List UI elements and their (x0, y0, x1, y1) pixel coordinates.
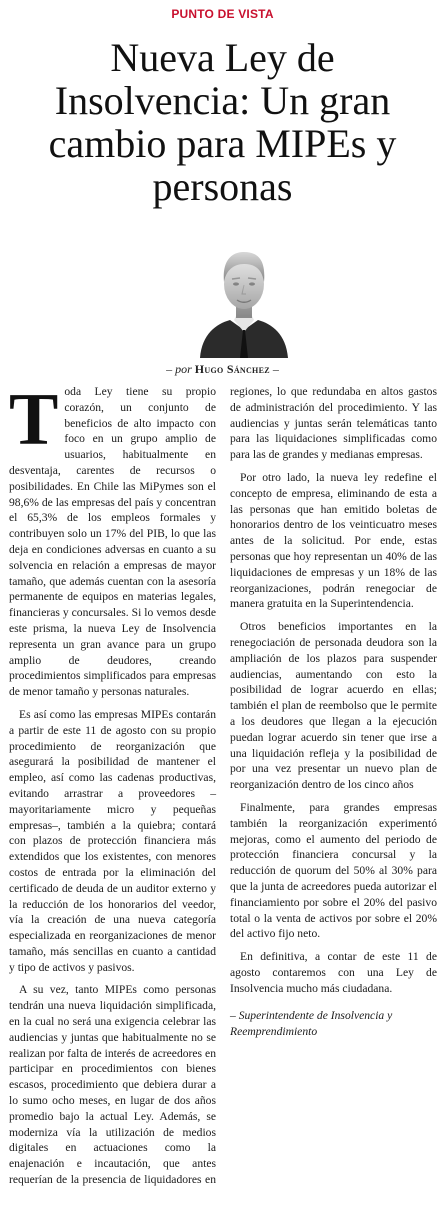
article-paragraph: Por otro lado, la nueva ley redefine el concepto de empresa, eliminando de esta a las personas que han emitido boletas de honorarios dentro de los veinticuatro meses antes de la solicitud. Por ende, estas personas que hoy representan un 40% de las liquidaciones de empresas y un 18% de las reorganizaciones, podrán renegociar de manera gratuita en la Superintendencia. (230, 470, 437, 611)
article-body (9, 379, 437, 1194)
drop-cap: T (9, 379, 59, 461)
portrait-image (196, 238, 292, 358)
section-label: PUNTO DE VISTA (171, 7, 274, 21)
byline-prefix: – por (166, 362, 195, 376)
paragraph-text: oda Ley tiene su propio corazón, un conjunto de beneficios de alto impacto con foco en un grupo amplio de usuarios, habitualmente en desventaja, carentes de recursos o posibilidades. En Chile las MiPymes son el 98,6% de las empresas del país y concentran el 65,3% de los empleos formales y contribuyen solo un 17% del PIB, lo que las deja en condiciones adversas en cuanto a su solvencia en relación a empresas de mayor tamaño, que además cuentan con la asesoría permanente de equipos en materias legales, financieras y concursales. Si lo vemos desde este prisma, la nueva Ley de Insolvencia representa un gran avance para un grupo amplio de deudores, creando procedimientos simplificados para empresas de menor tamaño y personas naturales. (9, 385, 216, 699)
headline: Nueva Ley de Insolvencia: Un gran cambio para MIPEs y personas (48, 35, 397, 209)
article-paragraph: Es así como las empresas MIPEs contarán a partir de este 11 de agosto con su propio procedimiento de reorganización que asegurará la posibilidad de mantener el empleo, así como las cadenas productivas, evitando arrastrar a proveedores –mayoritariamente micro y pequeñas empresas–, también a la quiebra; contará con plazos de protección financiera más extendidos que los existentes, con menores costos de entrada por la eliminación del certificado de deuda de un auditor externo y la reducción de los honorarios del veedor, vía la creación de una nueva categoría especializada en reorganizaciones de menor tamaño, más sencillas en cuanto a cantidad y tipo de activos y pasivos. (9, 707, 216, 974)
byline-suffix: – (269, 362, 279, 376)
author-signature: – Superintendente de Insolvencia y Reemprendimiento (230, 1009, 393, 1039)
author-name: Hugo Sánchez (194, 362, 270, 376)
byline (0, 362, 445, 377)
article-paragraph: Finalmente, para grandes empresas también la reorganización experimentó mejoras, como el aumento del periodo de protección financiera concursal y la reducción de quorum del 50% al 30% para que la junta de acreedores pueda autorizar el financiamiento por sobre el 20% del pasivo total o la venta de activos por sobre el 20% del activo fijo neto. (230, 800, 437, 941)
article-paragraph: En definitiva, a contar de este 11 de agosto contaremos con una Ley de Insolvencia mucho más ciudadana. (230, 950, 437, 995)
author-portrait (196, 238, 292, 358)
article-paragraph: Otros beneficios importantes en la renegociación de personada deudora son la ampliación de los plazos para suspender audiencias, aumentando con esto la posibilidad de lograr acuerdo en ellas; también el plan de reembolso que le permite a los deudores que llegan a la ejecución puedan lograr acuerdo sin tener que irse a una liquidación refleja y la posibilidad de por una vez presentar un nuevo plan de reorganización dentro de los cinco años (230, 620, 437, 792)
article-paragraph: A su vez, tanto MIPEs como personas tendrán una nueva liquidación simplificada, en la cual no será una exigencia celebrar las audiencias y juntas que habitualmente no se realizan por falta de interés de acreedores en participar en procedimientos con bienes escasos, procedimiento que debiera durar a lo sumo ocho meses, en lugar de dos años promedio bajo la actual Ley. Además, se moderniza vía la utilización de medios digitales en actuaciones como la enajenación e incautación, que antes requerían de la presencia de liquidadores en regiones, lo que redundaba en altos gastos de administración del procedimiento. Y las audiencias y juntas serán telemáticas tanto para las liquidaciones simplificadas como para las de grandes y medianas empresas. (9, 385, 437, 1187)
article-paragraph (9, 379, 216, 700)
